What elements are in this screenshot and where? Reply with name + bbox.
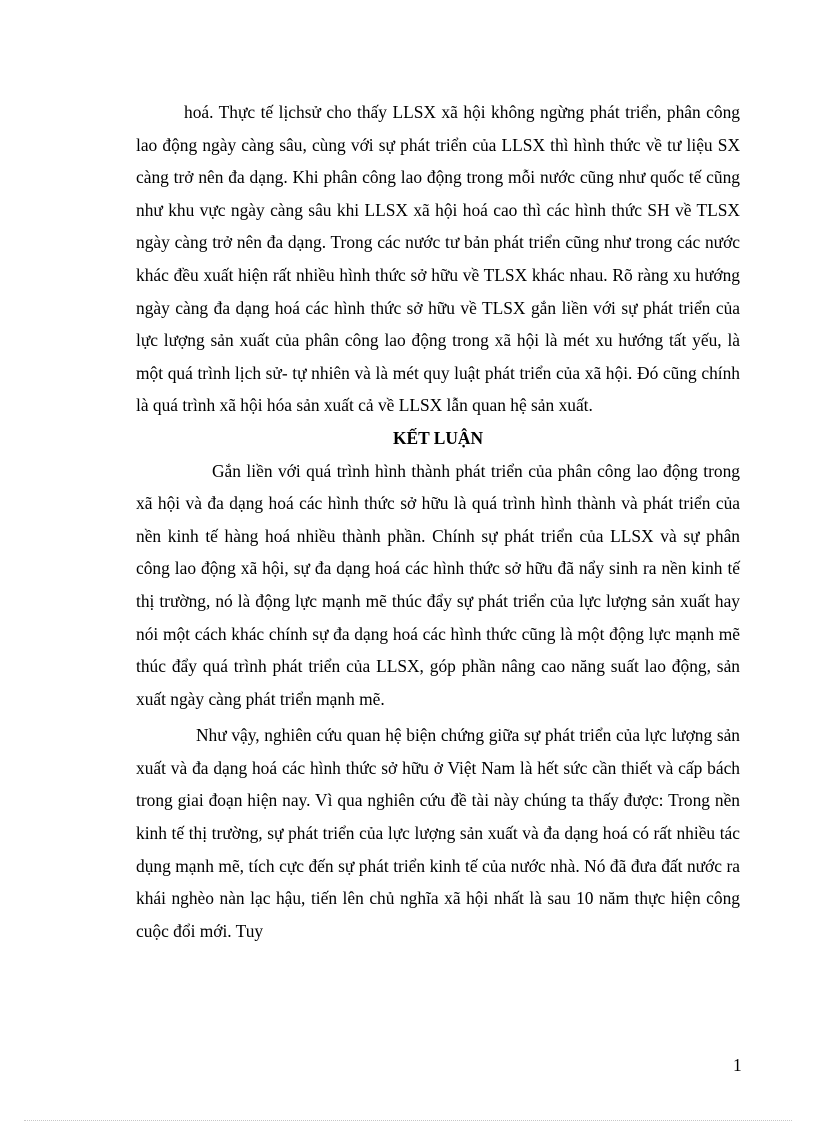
paragraph-conclusion-1: Gắn liền với quá trình hình thành phát triển của phân công lao động trong xã hội và đa dạng hoá các hình thức sở hữu là quá trình hình thành và phát triển của nền kinh tế hàng hoá nhiều thành phần. Chính sự phát triển của LLSX và sự phân công lao động xã hội, sự đa dạng hoá các hình thức sở hữu đã nẩy sinh ra nền kinh tế thị trường, nó là động lực mạnh mẽ thúc đẩy sự phát triển của lực lượng sản xuất hay nói một cách khác chính sự đa dạng hoá các hình thức cũng là một động lực mạnh mẽ thúc đẩy quá trình phát triển của LLSX, góp phần nâng cao năng suất lao động, sản xuất ngày càng phát triển mạnh mẽ. — [136, 460, 740, 709]
document-body — [136, 96, 740, 947]
page-number: 1 — [733, 1055, 742, 1075]
page-bottom-divider — [24, 1120, 792, 1121]
section-heading-conclusion: KẾT LUẬN — [392, 427, 484, 448]
paragraph-continuation: hoá. Thực tế lịchsử cho thấy LLSX xã hội không ngừng phát triển, phân công lao động ngày càng sâu, cùng với sự phát triển của LLSX thì hình thức về tư liệu SX càng trở nên đa dạng. Khi phân công lao động trong mỗi nước cũng như quốc tế cũng như khu vực ngày càng sâu khi LLSX xã hội hoá cao thì các hình thức SH về TLSX ngày càng trở nên đa dạng. Trong các nước tư bản phát triển cũng như trong các nước khác đều xuất hiện rất nhiều hình thức sở hữu về TLSX khác nhau. Rõ ràng xu hướng ngày càng đa dạng hoá các hình thức sở hữu về TLSX gắn liền với sự phát triển của lực lượng sản xuất của phân công lao động trong xã hội là mét xu hướng tất yếu, là một quá trình lịch sử- tự nhiên và là mét quy luật phát triển của xã hội. Đó cũng chính là quá trình xã hội hóa sản xuất cả về LLSX lẫn quan hệ sản xuất. — [136, 102, 740, 416]
paragraph-conclusion-2: Như vậy, nghiên cứu quan hệ biện chứng giữa sự phát triển của lực lượng sản xuất và đa dạng hoá các hình thức sở hữu ở Việt Nam là hết sức cần thiết và cấp bách trong giai đoạn hiện nay. Vì qua nghiên cứu đề tài này chúng ta thấy được: Trong nền kinh tế thị trường, sự phát triển của lực lượng sản xuất và đa dạng hoá có rất nhiều tác dụng mạnh mẽ, tích cực đến sự phát triển kinh tế của nước nhà. Nó đã đưa đất nước ra khái nghèo nàn lạc hậu, tiến lên chủ nghĩa xã hội nhất là sau 10 năm thực hiện công cuộc đổi mới. Tuy — [136, 725, 740, 941]
